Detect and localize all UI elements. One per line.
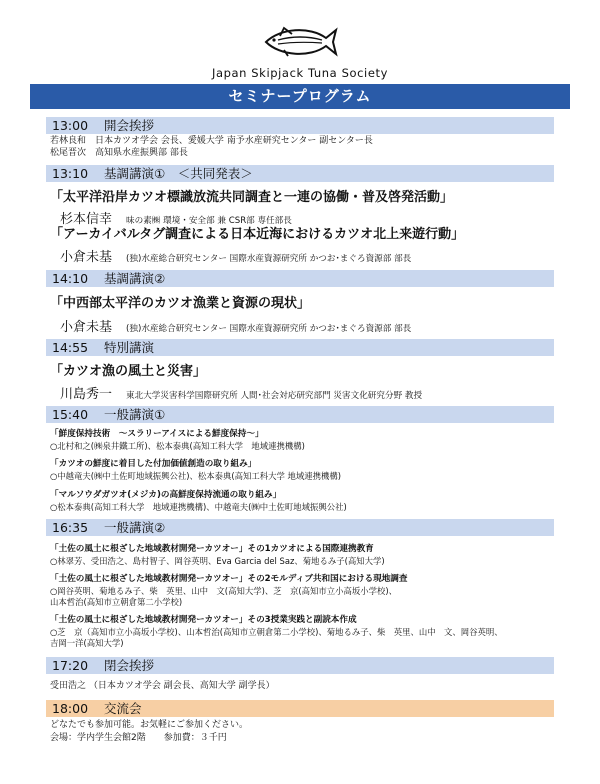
section-label: 開会挨拶 — [104, 118, 155, 133]
section-time: 16:35 — [52, 520, 89, 535]
section-bar-closing — [46, 657, 554, 674]
section-time: 14:10 — [52, 271, 89, 286]
section-label: 一般講演② — [104, 520, 166, 535]
talk-speaker-row — [50, 208, 560, 227]
speaker-name: 杉本信幸 — [60, 212, 113, 227]
section-time: 15:40 — [52, 407, 89, 422]
talk-title: 「太平洋沿岸カツオ標識放流共同調査と一連の協働・普及啓発活動」 — [50, 190, 454, 205]
section-bar-general2 — [46, 519, 554, 536]
speaker-name: 小倉未基 — [60, 320, 113, 335]
reception-line: どなたでも参加可能。お気軽にご参加ください。 — [50, 720, 249, 730]
program-banner: セミナープログラム — [30, 84, 570, 109]
section-bar-reception — [46, 700, 554, 717]
opening-line: 松尾晋次 高知県水産振興部 部長 — [50, 148, 188, 158]
reception-line: 会場：学内学生会館2階 参加費：３千円 — [50, 733, 227, 743]
closing-line: 受田浩之 （日本カツオ学会 副会長、高知大学 副学長） — [50, 681, 275, 691]
talk-speaker-row — [50, 246, 560, 265]
talk-speaker-row — [50, 316, 560, 335]
talk-title: 「土佐の風土に根ざした地域教材開発ーカツオー」その3授業実践と副読本作成 — [50, 615, 357, 625]
speaker-affiliation: (独)水産総合研究センター 国際水産資源研究所 かつお･まぐろ資源部 部長 — [126, 254, 412, 264]
talk-title: 「土佐の風土に根ざした地域教材開発ーカツオー」その2モルディブ共和国における現地調査 — [50, 574, 408, 584]
talk-authors: 山本哲治(高知市立朝倉第二小学校) — [50, 597, 183, 607]
section-label: 基調講演① ＜共同発表＞ — [104, 166, 253, 181]
talk-authors: ○北村和之(㈱泉井鐵工所)、松本泰典(高知工科大学 地域連携機構) — [50, 441, 305, 451]
section-time: 13:10 — [52, 166, 89, 181]
section-time: 13:00 — [52, 118, 89, 133]
talk-authors: ○林翠芳、受田浩之、島村智子、岡谷英明、Eva Garcia del Saz、菊地るみ子(高知大学) — [50, 556, 385, 566]
section-time: 14:55 — [52, 340, 89, 355]
section-label: 特別講演 — [104, 340, 155, 355]
speaker-affiliation: 味の素㈱ 環境・安全部 兼 CSR部 専任部長 — [126, 216, 292, 226]
speaker-name: 小倉未基 — [60, 250, 113, 265]
section-label: 閉会挨拶 — [104, 658, 155, 673]
talk-speaker-row — [50, 383, 560, 402]
section-bar-general1 — [46, 406, 554, 423]
talk-title: 「カツオの鮮度に着目した付加価値創造の取り組み」 — [50, 459, 257, 469]
talk-title: 「マルソウダガツオ(メジカ)の高鮮度保持流通の取り組み」 — [50, 490, 282, 500]
section-bar-keynote1 — [46, 165, 554, 182]
talk-title: 「土佐の風土に根ざした地域教材開発ーカツオー」その1カツオによる国際連携教育 — [50, 544, 374, 554]
speaker-affiliation: (独)水産総合研究センター 国際水産資源研究所 かつお･まぐろ資源部 部長 — [126, 324, 412, 334]
section-label: 基調講演② — [104, 271, 166, 286]
talk-authors: ○松本泰典(高知工科大学 地域連携機構)、中越竜夫(㈱中土佐町地域振興公社) — [50, 502, 347, 512]
talk-authors: 吉岡一洋(高知大学) — [50, 638, 124, 648]
section-label: 交流会 — [104, 701, 142, 716]
section-bar-keynote2 — [46, 270, 554, 287]
speaker-name: 川島秀一 — [60, 387, 113, 402]
talk-authors: ○芝 京（高知市立小高坂小学校)、山本哲治(高知市立朝倉第二小学校)、菊地るみ子、柴 英里、山中 文、岡谷英明、 — [50, 627, 503, 637]
section-label: 一般講演① — [104, 407, 166, 422]
talk-title: 「アーカイバルタグ調査による日本近海におけるカツオ北上来遊行動」 — [50, 227, 465, 242]
talk-title: 「鮮度保持技術 ～スラリーアイスによる鮮度保持～」 — [50, 429, 264, 439]
society-logo — [0, 22, 600, 80]
opening-line: 若林良和 日本カツオ学会 会長、愛媛大学 南予水産研究センター 副センター長 — [50, 136, 373, 146]
talk-authors: ○中越竜夫(㈱中土佐町地域振興公社)、松本泰典(高知工科大学 地域連携機構) — [50, 471, 342, 481]
section-bar-opening — [46, 117, 554, 134]
talk-title: 「カツオ漁の風土と災害」 — [50, 364, 207, 379]
tuna-fish-icon — [260, 22, 340, 64]
speaker-affiliation: 東北大学災害科学国際研究所 人間･社会対応研究部門 災害文化研究分野 教授 — [126, 391, 423, 401]
talk-authors: ○岡谷英明、菊地るみ子、柴 英里、山中 文(高知大学)、芝 京(高知市立小高坂小学校)、 — [50, 586, 397, 596]
society-name: Japan Skipjack Tuna Society — [211, 66, 389, 80]
section-time: 18:00 — [52, 701, 89, 716]
talk-title: 「中西部太平洋のカツオ漁業と資源の現状」 — [50, 296, 311, 311]
section-time: 17:20 — [52, 658, 89, 673]
section-bar-special — [46, 339, 554, 356]
